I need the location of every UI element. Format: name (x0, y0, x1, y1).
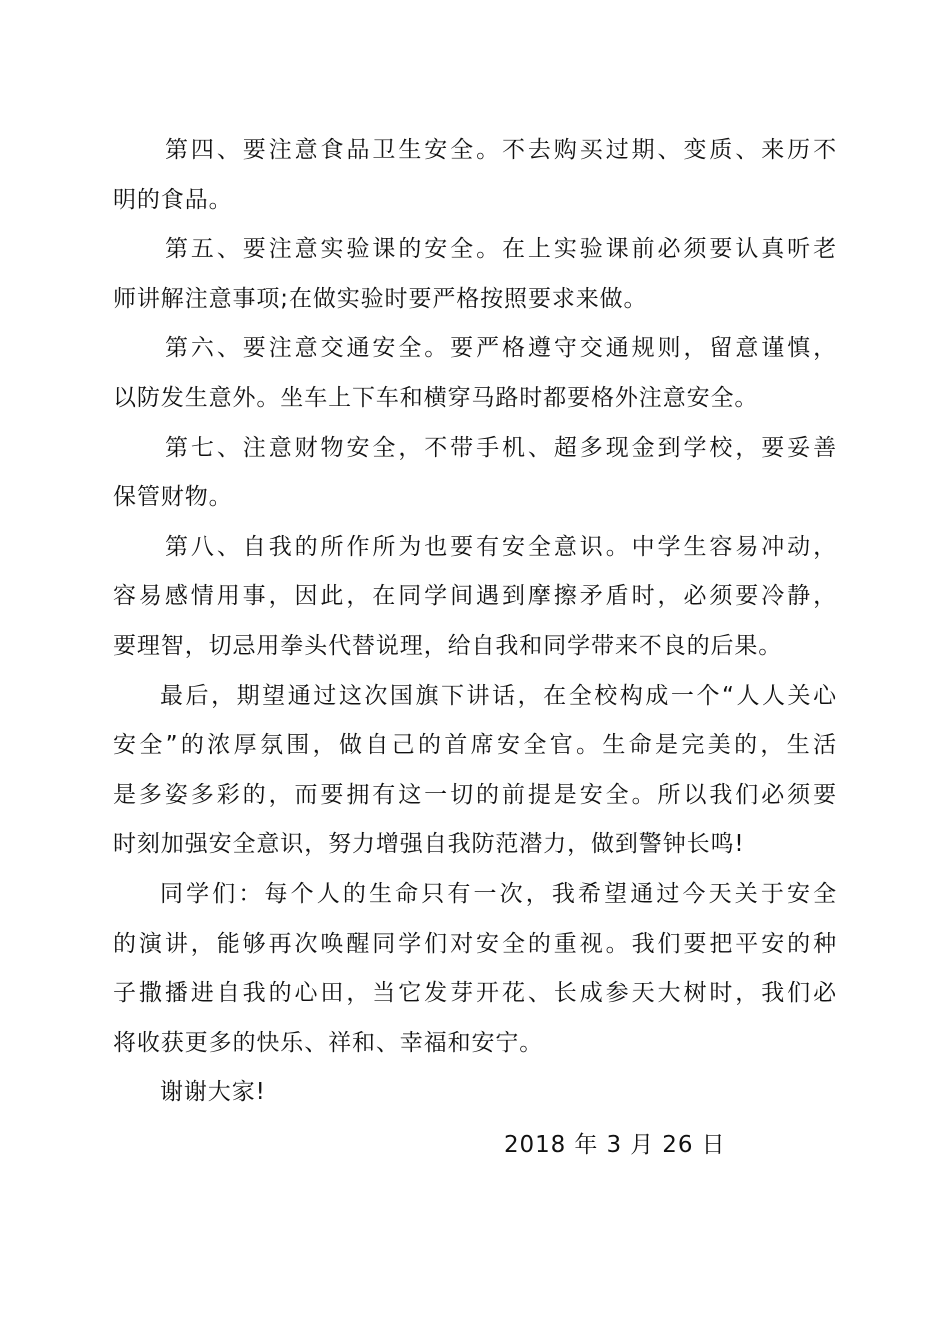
paragraph-line: 时刻加强安全意识，努力增强自我防范潜力，做到警钟长鸣! (113, 831, 745, 858)
paragraph-fifth (113, 225, 837, 324)
paragraph-line: 明的食品。 (113, 186, 233, 213)
paragraph-line: 容易感情用事，因此，在同学间遇到摩擦矛盾时，必须要冷静， (113, 583, 837, 610)
document-date: 2018 年 3 月 26 日 (504, 1132, 726, 1158)
paragraph-line: 最后，期望通过这次国旗下讲话，在全校构成一个“人人关心 (160, 682, 837, 709)
paragraph-thanks (113, 1068, 837, 1118)
paragraph-fourth (113, 126, 837, 225)
paragraph-line: 第五、要注意实验课的安全。在上实验课前必须要认真听老 (165, 236, 837, 263)
paragraph-classmates (113, 870, 837, 1068)
paragraph-line: 第六、要注意交通安全。要严格遵守交通规则，留意谨慎， (165, 335, 837, 362)
paragraph-line: 谢谢大家! (160, 1079, 266, 1106)
paragraph-line: 以防发生意外。坐车上下车和横穿马路时都要格外注意安全。 (113, 384, 759, 411)
paragraph-sixth (113, 324, 837, 423)
document-body (113, 126, 837, 1118)
paragraph-line: 安全”的浓厚氛围，做自己的首席安全官。生命是完美的，生活 (113, 732, 837, 759)
paragraph-line: 是多姿多彩的，而要拥有这一切的前提是安全。所以我们必须要 (113, 781, 837, 808)
paragraph-line: 的演讲，能够再次唤醒同学们对安全的重视。我们要把平安的种 (113, 930, 837, 957)
paragraph-line: 子撒播进自我的心田，当它发芽开花、长成参天大树时，我们必 (113, 980, 837, 1007)
paragraph-line: 将收获更多的快乐、祥和、幸福和安宁。 (113, 1029, 544, 1056)
paragraph-line: 师讲解注意事项;在做实验时要严格按照要求来做。 (113, 285, 648, 312)
paragraph-eighth (113, 523, 837, 672)
paragraph-line: 保管财物。 (113, 484, 233, 511)
paragraph-line: 第七、注意财物安全，不带手机、超多现金到学校，要妥善 (165, 434, 837, 461)
paragraph-line: 第四、要注意食品卫生安全。不去购买过期、变质、来历不 (165, 137, 837, 163)
paragraph-seventh (113, 424, 837, 523)
paragraph-finally (113, 672, 837, 870)
paragraph-line: 要理智，切忌用拳头代替说理，给自我和同学带来不良的后果。 (113, 632, 783, 659)
paragraph-line: 同学们：每个人的生命只有一次，我希望通过今天关于安全 (160, 880, 837, 907)
paragraph-line: 第八、自我的所作所为也要有安全意识。中学生容易冲动， (165, 533, 837, 560)
